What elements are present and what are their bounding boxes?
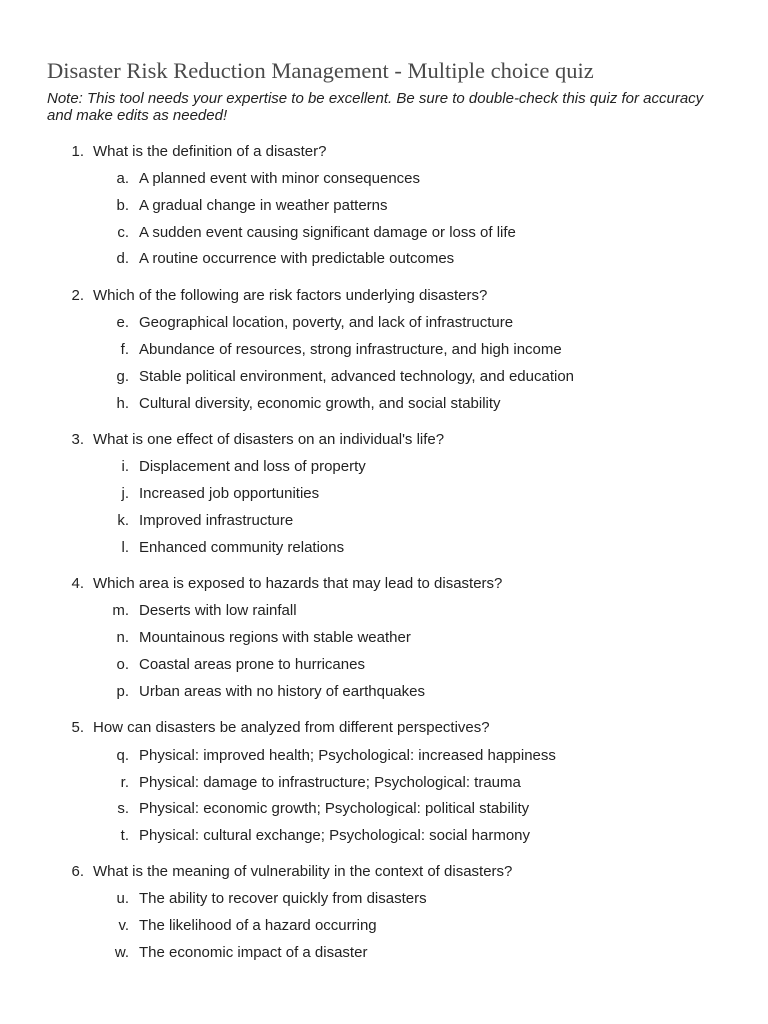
question-text: How can disasters be analyzed from different perspectives? bbox=[93, 719, 490, 736]
option-letter: a. bbox=[116, 170, 129, 187]
option-letter: g. bbox=[116, 368, 129, 385]
option-text: Enhanced community relations bbox=[139, 539, 345, 556]
option-text: A sudden event causing significant damage or loss of life bbox=[139, 224, 516, 241]
option-text: A routine occurrence with predictable outcomes bbox=[139, 250, 455, 267]
option-letter: n. bbox=[116, 629, 129, 646]
option-text: The ability to recover quickly from disasters bbox=[139, 890, 427, 907]
option-letter: l. bbox=[121, 539, 129, 556]
option-text: The economic impact of a disaster bbox=[139, 944, 368, 961]
option-text: Physical: improved health; Psychological: increased happiness bbox=[139, 747, 556, 764]
question-number: 3. bbox=[71, 431, 84, 448]
option-text: Urban areas with no history of earthquakes bbox=[139, 683, 425, 700]
option-text: The likelihood of a hazard occurring bbox=[139, 917, 377, 934]
option-letter: s. bbox=[117, 800, 129, 817]
option-text: Physical: cultural exchange; Psychological: social harmony bbox=[139, 827, 531, 844]
option-letter: r. bbox=[120, 774, 129, 791]
option-text: Geographical location, poverty, and lack of infrastructure bbox=[139, 314, 514, 331]
option-letter: b. bbox=[116, 197, 129, 214]
option-letter: w. bbox=[114, 944, 129, 961]
option-text: Abundance of resources, strong infrastructure, and high income bbox=[139, 341, 562, 358]
option-letter: h. bbox=[116, 395, 129, 412]
option-text: Mountainous regions with stable weather bbox=[139, 629, 411, 646]
question-text: Which area is exposed to hazards that may lead to disasters? bbox=[93, 575, 503, 592]
option-letter: j. bbox=[121, 485, 129, 502]
option-letter: e. bbox=[116, 314, 129, 331]
question-text: Which of the following are risk factors underlying disasters? bbox=[93, 287, 488, 304]
option-letter: p. bbox=[116, 683, 129, 700]
option-letter: m. bbox=[112, 602, 129, 619]
option-letter: u. bbox=[116, 890, 129, 907]
disclaimer-note: Note: This tool needs your expertise to be excellent. Be sure to double-check this quiz for accuracy and make edits as needed! bbox=[47, 90, 704, 124]
question-number: 4. bbox=[71, 575, 84, 592]
option-text: Deserts with low rainfall bbox=[139, 602, 297, 619]
option-letter: q. bbox=[116, 747, 129, 764]
option-letter: f. bbox=[120, 341, 129, 358]
option-text: Displacement and loss of property bbox=[139, 458, 366, 475]
option-letter: t. bbox=[120, 827, 129, 844]
option-text: A gradual change in weather patterns bbox=[139, 197, 388, 214]
option-letter: c. bbox=[117, 224, 129, 241]
page-title: Disaster Risk Reduction Management - Multiple choice quiz bbox=[47, 58, 594, 83]
question-number: 2. bbox=[71, 287, 84, 304]
option-letter: d. bbox=[116, 250, 129, 267]
question-text: What is the meaning of vulnerability in the context of disasters? bbox=[93, 863, 513, 880]
option-text: Improved infrastructure bbox=[139, 512, 294, 529]
question-text: What is one effect of disasters on an individual's life? bbox=[93, 431, 445, 448]
option-letter: o. bbox=[116, 656, 129, 673]
option-letter: k. bbox=[117, 512, 129, 529]
option-text: Coastal areas prone to hurricanes bbox=[139, 656, 365, 673]
option-text: Increased job opportunities bbox=[139, 485, 320, 502]
option-letter: i. bbox=[121, 458, 129, 475]
option-text: Stable political environment, advanced technology, and education bbox=[139, 368, 575, 385]
question-number: 1. bbox=[71, 143, 84, 160]
question-number: 5. bbox=[71, 719, 84, 736]
option-text: Physical: damage to infrastructure; Psychological: trauma bbox=[139, 774, 521, 791]
option-text: Cultural diversity, economic growth, and social stability bbox=[139, 395, 501, 412]
option-text: A planned event with minor consequences bbox=[139, 170, 421, 187]
option-text: Physical: economic growth; Psychological: political stability bbox=[139, 800, 530, 817]
question-number: 6. bbox=[71, 863, 84, 880]
option-letter: v. bbox=[118, 917, 129, 934]
question-text: What is the definition of a disaster? bbox=[93, 143, 327, 160]
